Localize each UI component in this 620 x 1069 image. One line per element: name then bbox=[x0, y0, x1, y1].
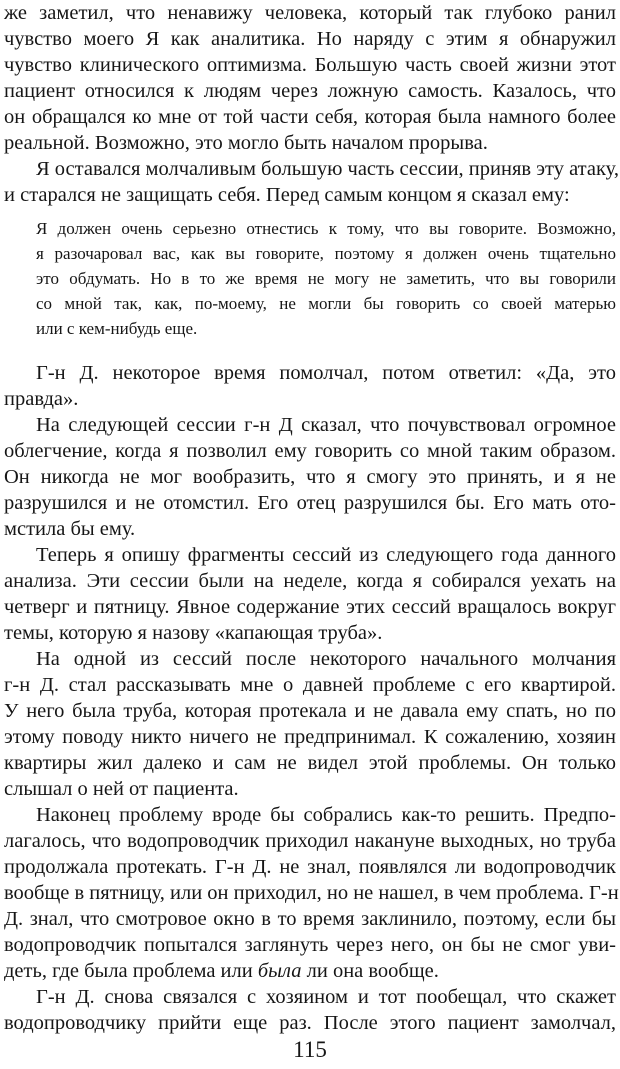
quote-line: я разочаровал вас, как вы говорите, поэтому я должен очень тщательно bbox=[36, 244, 616, 263]
text-line: водопроводчику прийти еще раз. После этого пациент замолчал, bbox=[4, 1012, 616, 1034]
text-line: продолжала протекать. Г-н Д. не знал, появлялся ли водопроводчик bbox=[4, 856, 616, 878]
text-line: водопроводчик попытался заглянуть через него, он бы не смог уви- bbox=[4, 934, 616, 956]
text-line: же заметил, что ненавижу человека, который так глубоко ранил bbox=[4, 2, 616, 24]
text-line: Г-н Д. некоторое время помолчал, потом ответил: «Да, это bbox=[36, 362, 616, 384]
text-line: облегчение, когда я позволил ему говорить со мной таким образом. bbox=[4, 440, 616, 462]
text-line: четверг и пятницу. Явное содержание этих сессий вращалось вокруг bbox=[4, 596, 616, 618]
text-line: мстила бы ему. bbox=[4, 518, 136, 540]
text-line: он обращался ко мне от той части себя, которая была намного более bbox=[4, 106, 616, 128]
text-line: На одной из сессий после некоторого начального молчания bbox=[36, 648, 616, 670]
text-line: анализа. Эти сессии были на неделе, когда я собирался уехать на bbox=[4, 570, 616, 592]
text-segment: ли она вообще. bbox=[301, 960, 439, 982]
text-line: пациент относился к людям через ложную самость. Казалось, что bbox=[4, 80, 616, 102]
emphasized-word: была bbox=[257, 960, 302, 982]
text-line: г-н Д. стал рассказывать мне о давней проблеме с его квартирой. bbox=[4, 674, 616, 696]
text-line: этому поводу никто ничего не предпринимал. К сожалению, хозяин bbox=[4, 726, 616, 748]
text-line: темы, которую я назову «капающая труба». bbox=[4, 622, 383, 644]
text-line: слышал о ней от пациента. bbox=[4, 778, 239, 800]
text-line bbox=[4, 958, 616, 984]
text-line: правда». bbox=[4, 388, 79, 410]
text-line: Наконец проблему вроде бы собрались как-то решить. Предпо- bbox=[36, 804, 616, 826]
text-line: На следующей сессии г-н Д сказал, что почувствовал огромное bbox=[36, 414, 616, 436]
text-line: лагалось, что водопроводчик приходил накануне выходных, но труба bbox=[4, 830, 616, 852]
text-line: Д. знал, что смотровое окно в то время заклинило, поэтому, если бы bbox=[4, 908, 616, 930]
text-line: квартиры жил далеко и сам не видел этой проблемы. Он только bbox=[4, 752, 616, 774]
text-line: вообще в пятницу, или он приходил, но не нашел, в чем проблема. Г-н bbox=[4, 882, 619, 904]
text-line: чувство моего Я как аналитика. Но наряду с этим я обнаружил bbox=[4, 28, 616, 50]
quote-line: или с кем-нибудь еще. bbox=[36, 319, 198, 338]
text-line: Я оставался молчаливым большую часть сессии, приняв эту атаку, bbox=[36, 158, 619, 180]
text-line: чувство клинического оптимизма. Большую часть своей жизни этот bbox=[4, 54, 616, 76]
text-segment: деть, где была проблема или bbox=[4, 960, 258, 982]
text-line: реальной. Возможно, это могло быть началом прорыва. bbox=[4, 132, 488, 154]
text-line: Г-н Д. снова связался с хозяином и тот пообещал, что скажет bbox=[36, 986, 616, 1008]
text-line: Теперь я опишу фрагменты сессий из следующего года данного bbox=[36, 544, 616, 566]
quote-line: Я должен очень серьезно отнестись к тому, что вы говорите. Возможно, bbox=[36, 219, 616, 238]
quote-line: это обдумать. Но в то же время не могу не заметить, что вы говорили bbox=[36, 269, 616, 288]
text-line: и старался не защищать себя. Перед самым концом я сказал ему: bbox=[4, 184, 570, 206]
quote-line: со мной так, как, по-моему, не могли бы говорить со своей матерью bbox=[36, 294, 616, 313]
text-line: Он никогда не мог вообразить, что я смогу это принять, и я не bbox=[4, 466, 616, 488]
page-number: 115 bbox=[293, 1037, 327, 1062]
text-line: разрушился и не отомстил. Его отец разрушился бы. Его мать ото- bbox=[4, 492, 616, 514]
text-line: У него была труба, которая протекала и не давала ему спать, но по bbox=[4, 700, 616, 722]
